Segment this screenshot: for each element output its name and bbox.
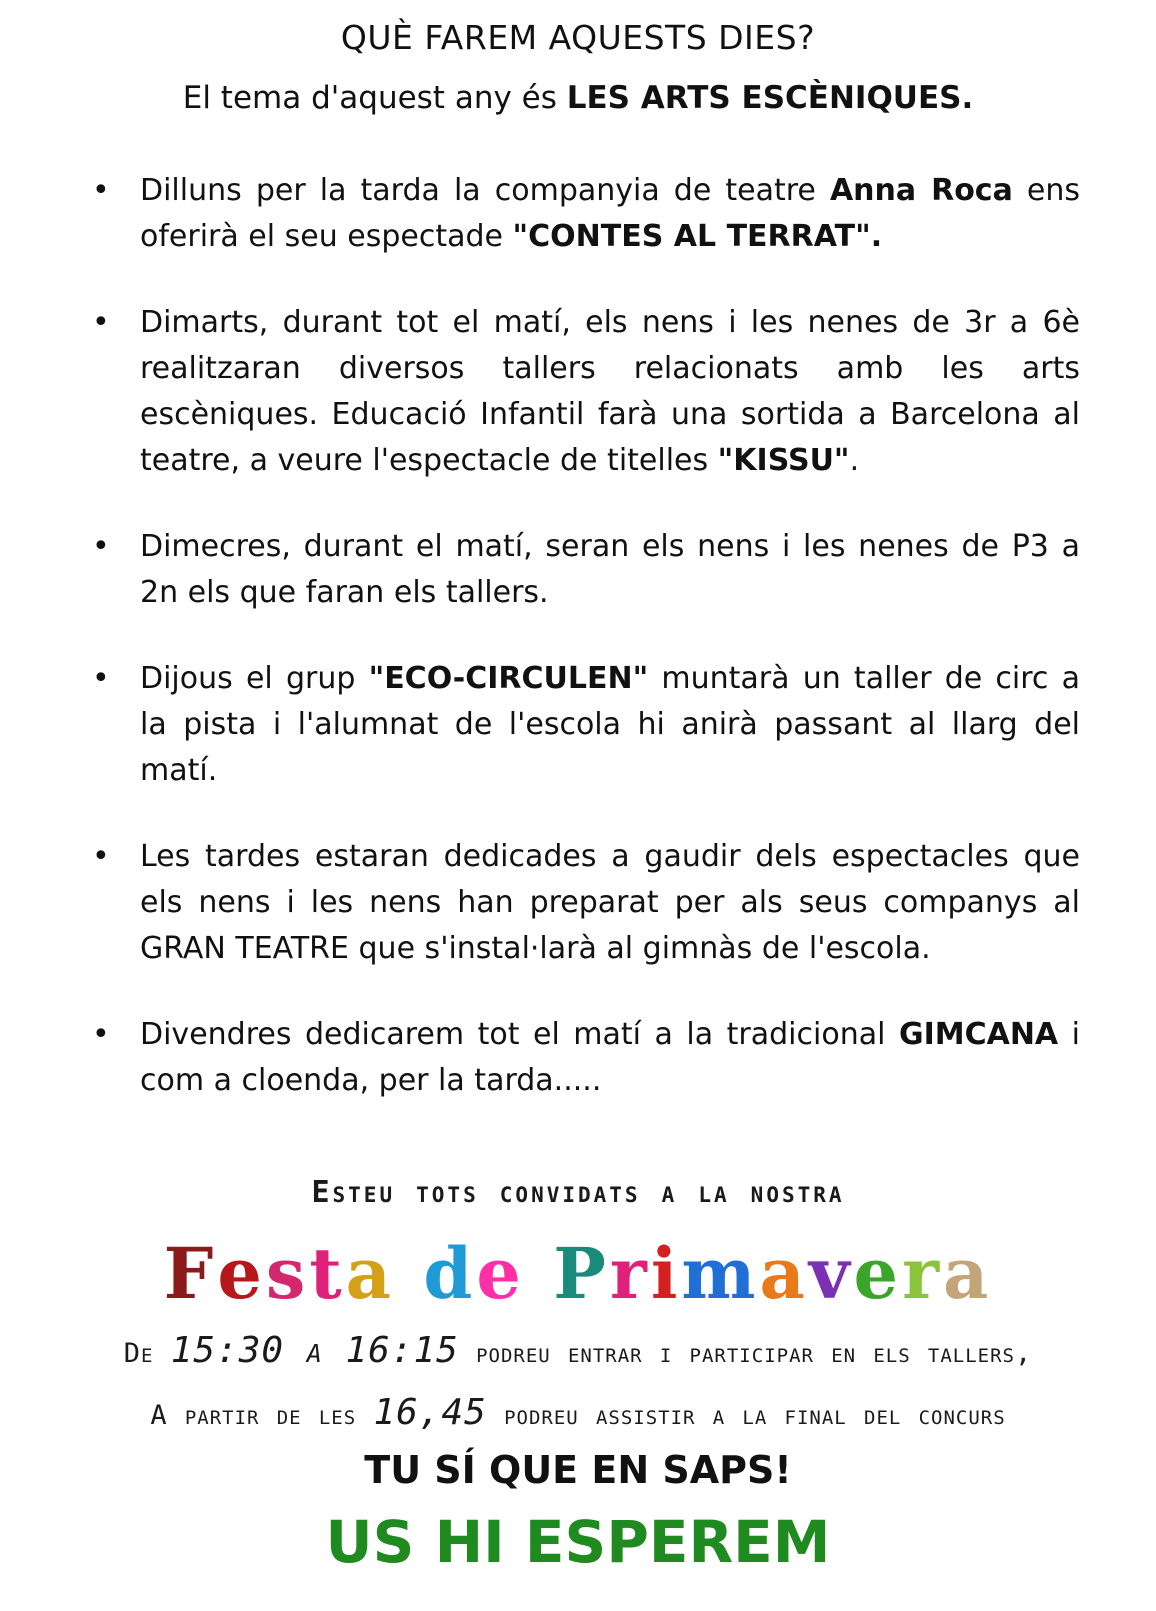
festa-letter: m bbox=[681, 1232, 760, 1315]
festa-letter: r bbox=[609, 1232, 651, 1315]
theme-name: LES ARTS ESCÈNIQUES. bbox=[566, 80, 974, 116]
festa-letter: a bbox=[942, 1232, 993, 1315]
list-item-dilluns: • Dilluns per la tarda la companyia de teatre Anna Roca ens oferirà el seu espectade "CONTES AL TERRAT". bbox=[88, 168, 1080, 260]
festa-letter: t bbox=[309, 1232, 346, 1315]
festa-letter: r bbox=[902, 1232, 943, 1315]
festa-letter: e bbox=[476, 1232, 525, 1315]
schedule-line-1: De 15:30 a 16:15 podreu entrar i participar en els tallers, bbox=[123, 1330, 1033, 1371]
list-item-divendres: • Divendres dedicarem tot el matí a la tradicional GIMCANA i com a cloenda, per la tarda..... bbox=[88, 1012, 1080, 1104]
theme-prefix: El tema d'aquest any és bbox=[182, 80, 567, 116]
festa-letter: v bbox=[808, 1232, 854, 1315]
festa-letter bbox=[395, 1232, 423, 1315]
theme-line bbox=[0, 80, 1156, 116]
list-item-dimecres: • Dimecres, durant el matí, seran els nens i les nenes de P3 a 2n els que faran els tallers. bbox=[88, 524, 1080, 616]
list-item-tardes: • Les tardes estaran dedicades a gaudir dels espectacles que els nens i les nens han preparat per als seus companys al GRAN TEATRE que s'instal·larà al gimnàs de l'escola. bbox=[88, 834, 1080, 972]
festa-letter: e bbox=[217, 1232, 266, 1315]
festa-letter: i bbox=[650, 1232, 682, 1315]
festa-letter: e bbox=[853, 1232, 903, 1315]
festa-letter: F bbox=[163, 1232, 218, 1315]
activities-list bbox=[88, 168, 1080, 1144]
schedule-line-2: A partir de les 16,45 podreu assistir a la final del concurs bbox=[150, 1392, 1006, 1433]
invitation-line: Esteu tots convidats a la nostra bbox=[311, 1175, 845, 1210]
festa-letter: P bbox=[553, 1232, 610, 1315]
page-title: QUÈ FAREM AQUESTS DIES? bbox=[340, 18, 816, 57]
festa-letter: a bbox=[345, 1232, 396, 1315]
festa-letter: a bbox=[759, 1232, 809, 1315]
list-item-dijous: • Dijous el grup "ECO-CIRCULEN" muntarà un taller de circ a la pista i l'alumnat de l'escola hi anirà passant al llarg del matí. bbox=[88, 656, 1080, 794]
contest-name: TU SÍ QUE EN SAPS! bbox=[364, 1448, 792, 1492]
list-item-dimarts: • Dimarts, durant tot el matí, els nens i les nenes de 3r a 6è realitzaran diversos tallers relacionats amb les arts escèniques. Educació Infantil farà una sortida a Barcelona al teatre, a veure l'espectacle de titelles "KISSU". bbox=[88, 300, 1080, 484]
festa-letter: s bbox=[265, 1232, 310, 1315]
festa-letter: d bbox=[423, 1232, 477, 1315]
festa-title bbox=[0, 1232, 1156, 1315]
closing-line: US HI ESPEREM bbox=[325, 1508, 831, 1576]
festa-letter bbox=[525, 1232, 553, 1315]
